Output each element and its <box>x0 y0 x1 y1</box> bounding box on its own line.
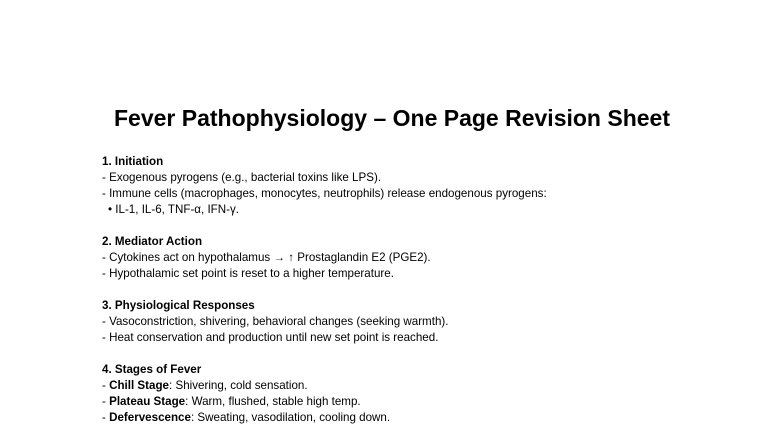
stage-description: : Shivering, cold sensation. <box>169 379 308 392</box>
bullet-dash: - <box>102 395 110 408</box>
section-heading: 2. Mediator Action <box>102 235 203 248</box>
section-heading: 3. Physiological Responses <box>102 299 255 312</box>
stage-description: : Sweating, vasodilation, cooling down. <box>190 411 391 424</box>
bullet-line: - Vasoconstriction, shivering, behavioral changes (seeking warmth). <box>102 315 449 328</box>
stage-name: Plateau Stage <box>109 395 186 408</box>
page-title: Fever Pathophysiology – One Page Revision Sheet <box>114 105 670 131</box>
stage-name: Chill Stage <box>109 379 170 392</box>
sub-bullet-line: • IL-1, IL-6, TNF-α, IFN-γ. <box>108 203 240 216</box>
bullet-line: - Exogenous pyrogens (e.g., bacterial toxins like LPS). <box>102 171 382 184</box>
stage-line-chill <box>102 378 742 394</box>
bullet-line: - Hypothalamic set point is reset to a higher temperature. <box>102 267 394 280</box>
stage-description: : Warm, flushed, stable high temp. <box>185 395 361 408</box>
bullet-line: - Heat conservation and production until new set point is reached. <box>102 331 439 344</box>
section-stages-of-fever <box>102 362 742 426</box>
section-heading: 1. Initiation <box>102 155 164 168</box>
stage-line-defervescence <box>102 410 742 426</box>
bullet-line: - Cytokines act on hypothalamus → ↑ Prostaglandin E2 (PGE2). <box>102 251 431 264</box>
section-physiological-responses <box>102 298 742 346</box>
bullet-line: - Immune cells (macrophages, monocytes, neutrophils) release endogenous pyrogens: <box>102 187 547 200</box>
section-mediator-action <box>102 234 742 282</box>
bullet-dash: - <box>102 379 110 392</box>
section-initiation <box>102 154 742 218</box>
section-heading: 4. Stages of Fever <box>102 363 202 376</box>
stage-line-plateau <box>102 394 742 410</box>
revision-sheet-content <box>102 154 742 442</box>
bullet-dash: - <box>102 411 110 424</box>
stage-name: Defervescence <box>109 411 191 424</box>
